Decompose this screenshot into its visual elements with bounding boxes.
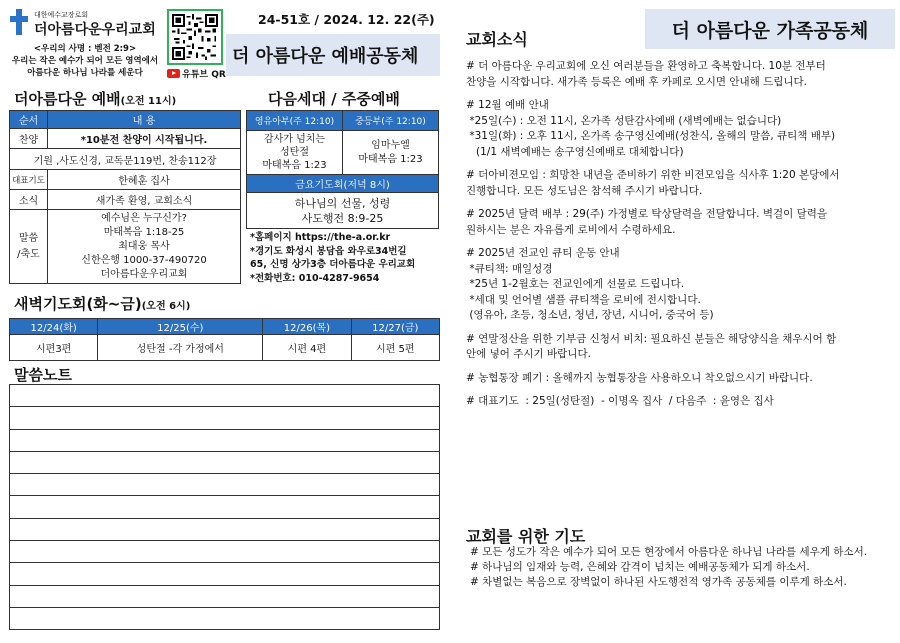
next-gen-table xyxy=(246,110,439,229)
qr-code-icon xyxy=(172,14,218,60)
sermon-order-label: 말씀 /축도 xyxy=(10,210,48,284)
address-line: *경기도 화성시 봉담읍 와우로34번길 xyxy=(250,245,407,257)
news-item: # 2025년 달력 배부 : 29(주) 가정별로 탁상달력을 전달합니다. 벽걸이 달력을 원하시는 분은 자유롭게 로비에서 수령하세요. xyxy=(466,208,828,236)
middle-school-sermon: 임마누엘 마태복음 1:23 xyxy=(343,131,439,175)
worship-community-title: 더 아름다운 예배공동체 xyxy=(226,34,440,76)
news-item: # 연말정산을 위한 기부금 신청서 비치: 필요하신 분들은 해당양식을 채우시어 함 안에 넣어 주시기 바랍니다. xyxy=(466,332,837,360)
sunday-worship-title: 더아름다운 예배(오전 11시) xyxy=(14,90,177,108)
infant-dept-sermon: 감사가 넘치는 성탄절 마태복음 1:23 xyxy=(247,131,343,175)
content-column-header: 내 용 xyxy=(48,111,241,129)
sermon-notes-title: 말씀노트 xyxy=(14,366,72,384)
dawn-day-header: 12/25(수) xyxy=(98,319,263,335)
infant-dept-header: 영유아부(주 12:10) xyxy=(247,111,343,131)
church-name: 더아름다운우리교회 xyxy=(34,22,156,38)
prayer-item: # 차별없는 복음으로 장벽없이 하나된 사도행전적 영가족 공동체를 이루게 하소서. xyxy=(470,576,847,588)
worship-row: 찬양 *10분전 찬양이 시작됩니다. xyxy=(10,129,241,149)
prayer-item: # 모든 성도가 작은 예수가 되어 모든 현장에서 아름다운 하나님 나라를 세우게 하소서. xyxy=(470,546,868,558)
church-contact-info xyxy=(250,231,415,285)
next-gen-title: 다음세대 / 주중예배 xyxy=(268,90,400,108)
news-item: # 12월 예배 안내 *25일(수) : 오전 11시, 온가족 성탄감사예배 (새벽예배는 없습니다) *31일(화) : 오후 11시, 온가족 송구영신예배(성찬식, 올해의 말씀, 큐티책 배부) (1/1 새벽예배는 송구영신예배로 대체합니다) xyxy=(466,99,836,158)
dawn-scripture: 시편3편 xyxy=(10,335,98,361)
order-column-header: 순서 xyxy=(10,111,48,129)
church-news-list xyxy=(466,59,891,418)
church-logo-cross-icon xyxy=(10,9,28,35)
dawn-scripture: 시편 4편 xyxy=(263,335,351,361)
phone-number: *전화번호: 010-4287-9654 xyxy=(250,272,380,284)
sermon-details: 예수님은 누구신가? 마태복음 1:18-25 최대웅 목사 신한은행 1000-37-490720 더아름다운우리교회 xyxy=(48,210,241,284)
news-item: # 더 아름다운 우리교회에 오신 여러분들을 환영하고 축복합니다. 10분 전부터 찬양을 시작합니다. 새가족 등록은 예배 후 카페로 오시면 안내해 드립니다. xyxy=(466,60,826,88)
youtube-qr-label: 유튜브 QR xyxy=(167,67,226,80)
youtube-icon xyxy=(167,69,180,78)
dawn-day-header: 12/27(금) xyxy=(351,319,439,335)
sermon-row xyxy=(10,210,241,284)
church-prayer-title: 교회를 위한 기도 xyxy=(466,527,586,546)
church-news-title: 교회소식 xyxy=(466,30,528,49)
worship-row: 소식 새가족 환영, 교회소식 xyxy=(10,190,241,210)
church-prayer-list xyxy=(470,545,867,590)
middle-school-header: 중등부(주 12:10) xyxy=(343,111,439,131)
denomination-label: 대한예수교장로회 xyxy=(34,11,89,19)
news-item: # 더아비젼모임 : 희망찬 내년을 준비하기 위한 비젼모임을 식사후 1:20 본당에서 진행합니다. 모든 성도님은 참석해 주시기 바랍니다. xyxy=(466,169,840,197)
dawn-prayer-table xyxy=(9,318,440,361)
address-line: 65, 신명 상가3층 더아름다운 우리교회 xyxy=(250,259,416,270)
worship-row: 대표기도 한혜훈 집사 xyxy=(10,170,241,190)
dawn-day-header: 12/26(목) xyxy=(263,319,351,335)
news-item: # 농협통장 폐기 : 올해까지 농협통장을 사용하오니 착오없으시기 바랍니다. xyxy=(466,371,813,384)
worship-row: 기원 ,사도신경, 교독문119번, 찬송112장 xyxy=(10,149,241,170)
news-item: # 대표기도 : 25일(성탄절) - 이명옥 집사 / 다음주 : 윤영은 집사 xyxy=(466,395,774,407)
worship-order-table xyxy=(9,110,241,284)
sermon-notes-lines[interactable] xyxy=(9,384,440,630)
dawn-day-header: 12/24(화) xyxy=(10,319,98,335)
dawn-prayer-title: 새벽기도회(화~금)(오전 6시) xyxy=(14,295,191,313)
friday-prayer-header: 금요기도회(저녁 8시) xyxy=(247,175,439,193)
friday-prayer-sermon: 하나님의 선물, 성령 사도행전 8:9-25 xyxy=(247,193,439,229)
mission-statement: <우리의 사명 : 벧전 2:9> 우리는 작은 예수가 되어 모든 영역에서 아름다운 하나님 나라를 세운다 xyxy=(11,44,159,78)
dawn-scripture: 시편 5편 xyxy=(351,335,439,361)
dawn-scripture: 성탄절 -각 가정에서 xyxy=(98,335,263,361)
prayer-item: # 하나님의 임재와 능력, 은혜와 감격이 넘치는 예배공동체가 되게 하소서. xyxy=(470,561,810,573)
news-item: # 2025년 전교인 큐티 운동 안내 *큐티책: 매일성경 *25년 1-2월호는 전교인에게 선물로 드립니다. *세대 및 언어별 샘플 큐티책을 로비에 전시합니다. (영유아, 초등, 청소년, 청년, 장년, 시니어, 중국어 등) xyxy=(466,247,714,321)
family-community-title: 더 아름다운 가족공동체 xyxy=(645,9,895,49)
issue-date: 24-51호 / 2024. 12. 22(주) xyxy=(258,12,435,27)
youtube-qr-code[interactable] xyxy=(167,9,223,65)
homepage-link[interactable]: *홈페이지 https://the-a.or.kr xyxy=(250,232,391,243)
